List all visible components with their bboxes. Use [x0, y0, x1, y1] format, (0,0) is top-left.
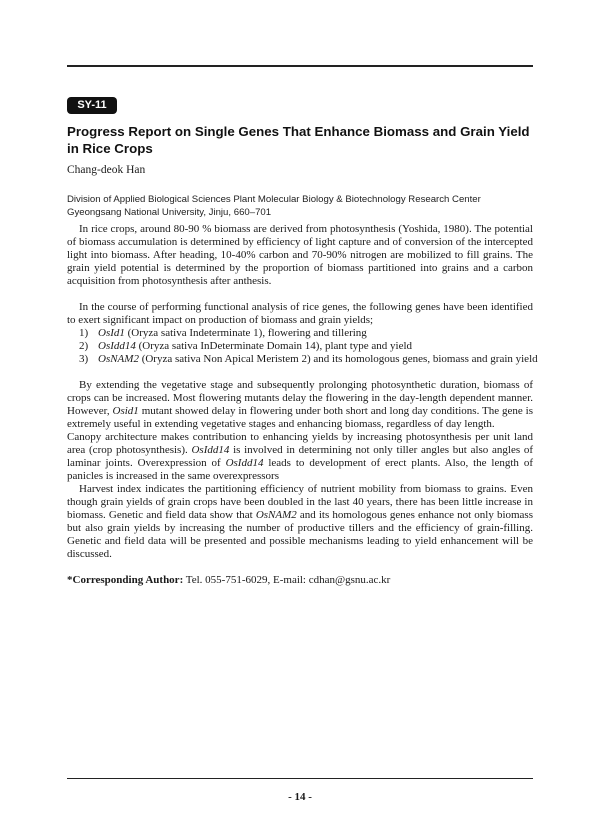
paragraph-intro: In rice crops, around 80-90 % biomass are derived from photosynthesis (Yoshida, 1980). The potential of biomass accumulation is determined by efficiency of light capture and of conversion of the intercepted light into biomass. After heading, 10-40% carbon and 70-90% nitrogen are mobilized to fill grains. The grain yield potential is determined by the proportion of biomass partitioned into grains and a carbon acquisition from photosynthesis after anthesis. — [67, 223, 533, 287]
contact-info: Tel. 055-751-6029, E-mail: cdhan@gsnu.ac.kr — [183, 574, 391, 586]
paragraph-flowering: By extending the vegetative stage and subsequently prolonging photosynthetic duration, biomass of crops can be increased. Most flowering mutants delay the flowering in the day-length dependent manner. However, Osid1 mutant showed delay in flowering under both short and long day conditions. The gene is extremely useful in extending vegetative stages and enhancing biomass, regardless of day length. — [67, 379, 534, 430]
paragraph-genes-intro: In the course of performing functional analysis of rice genes, the following genes have been identified to exert significant impact on production of biomass and grain yields; — [67, 301, 533, 326]
gene-name: OsIdd14 — [98, 340, 136, 352]
gene-name: OsId1 — [98, 327, 125, 339]
corresponding-label: *Corresponding Author: — [67, 574, 184, 586]
gene-list — [67, 327, 538, 366]
gene-name: OsIdd14 — [191, 444, 230, 456]
gene-name: OsNAM2 — [255, 509, 297, 521]
paragraph-canopy: Canopy architecture makes contribution to enhancing yields by increasing photosynthesis per unit land area (crop photosynthesis). OsIdd14 is involved in determining not only tiller angles but also angles of laminar joints. Overexpression of OsIdd14 leads to development of erect plants. Also, the length of panicles is increased in the same overexpressors — [67, 431, 533, 482]
paragraph-harvest-index: Harvest index indicates the partitioning efficiency of nutrient mobility from biomass to grains. Even though grain yields of grain crops have been doubled in the last 40 years, there has been little increase in biomass. Genetic and field data show that OsNAM2 and its homologous genes enhance not only biomass but also grain yields by increasing the number of productive tillers and the efficiency of grain-filling. Genetic and field data will be presented and possible mechanisms leading to yield enhancement will be discussed. — [67, 483, 533, 560]
list-item: 2) OsIdd14 (Oryza sativa InDeterminate Domain 14), plant type and yield — [79, 340, 413, 352]
top-rule — [67, 65, 533, 67]
gene-name: OsIdd14 — [225, 457, 264, 469]
list-item: 3) OsNAM2 (Oryza sativa Non Apical Meristem 2) and its homologous genes, biomass and grain yield — [79, 353, 538, 365]
list-item: 1) OsId1 (Oryza sativa Indeterminate 1), flowering and tillering — [79, 327, 367, 339]
gene-name: OsNAM2 — [98, 353, 139, 365]
page-number: - 14 - — [288, 791, 312, 803]
paper-title: Progress Report on Single Genes That Enhance Biomass and Grain Yield in Rice Crops — [67, 124, 530, 156]
bottom-rule — [67, 778, 533, 779]
affiliation: Division of Applied Biological Sciences Plant Molecular Biology & Biotechnology Research Center Gyeongsang National University, Jinju, 660–701 — [67, 194, 481, 218]
author-name: Chang-deok Han — [67, 164, 146, 176]
gene-name: Osid1 — [112, 405, 139, 417]
corresponding-author — [67, 574, 533, 587]
abstract-body — [67, 223, 538, 587]
session-badge: SY-11 — [67, 97, 117, 114]
